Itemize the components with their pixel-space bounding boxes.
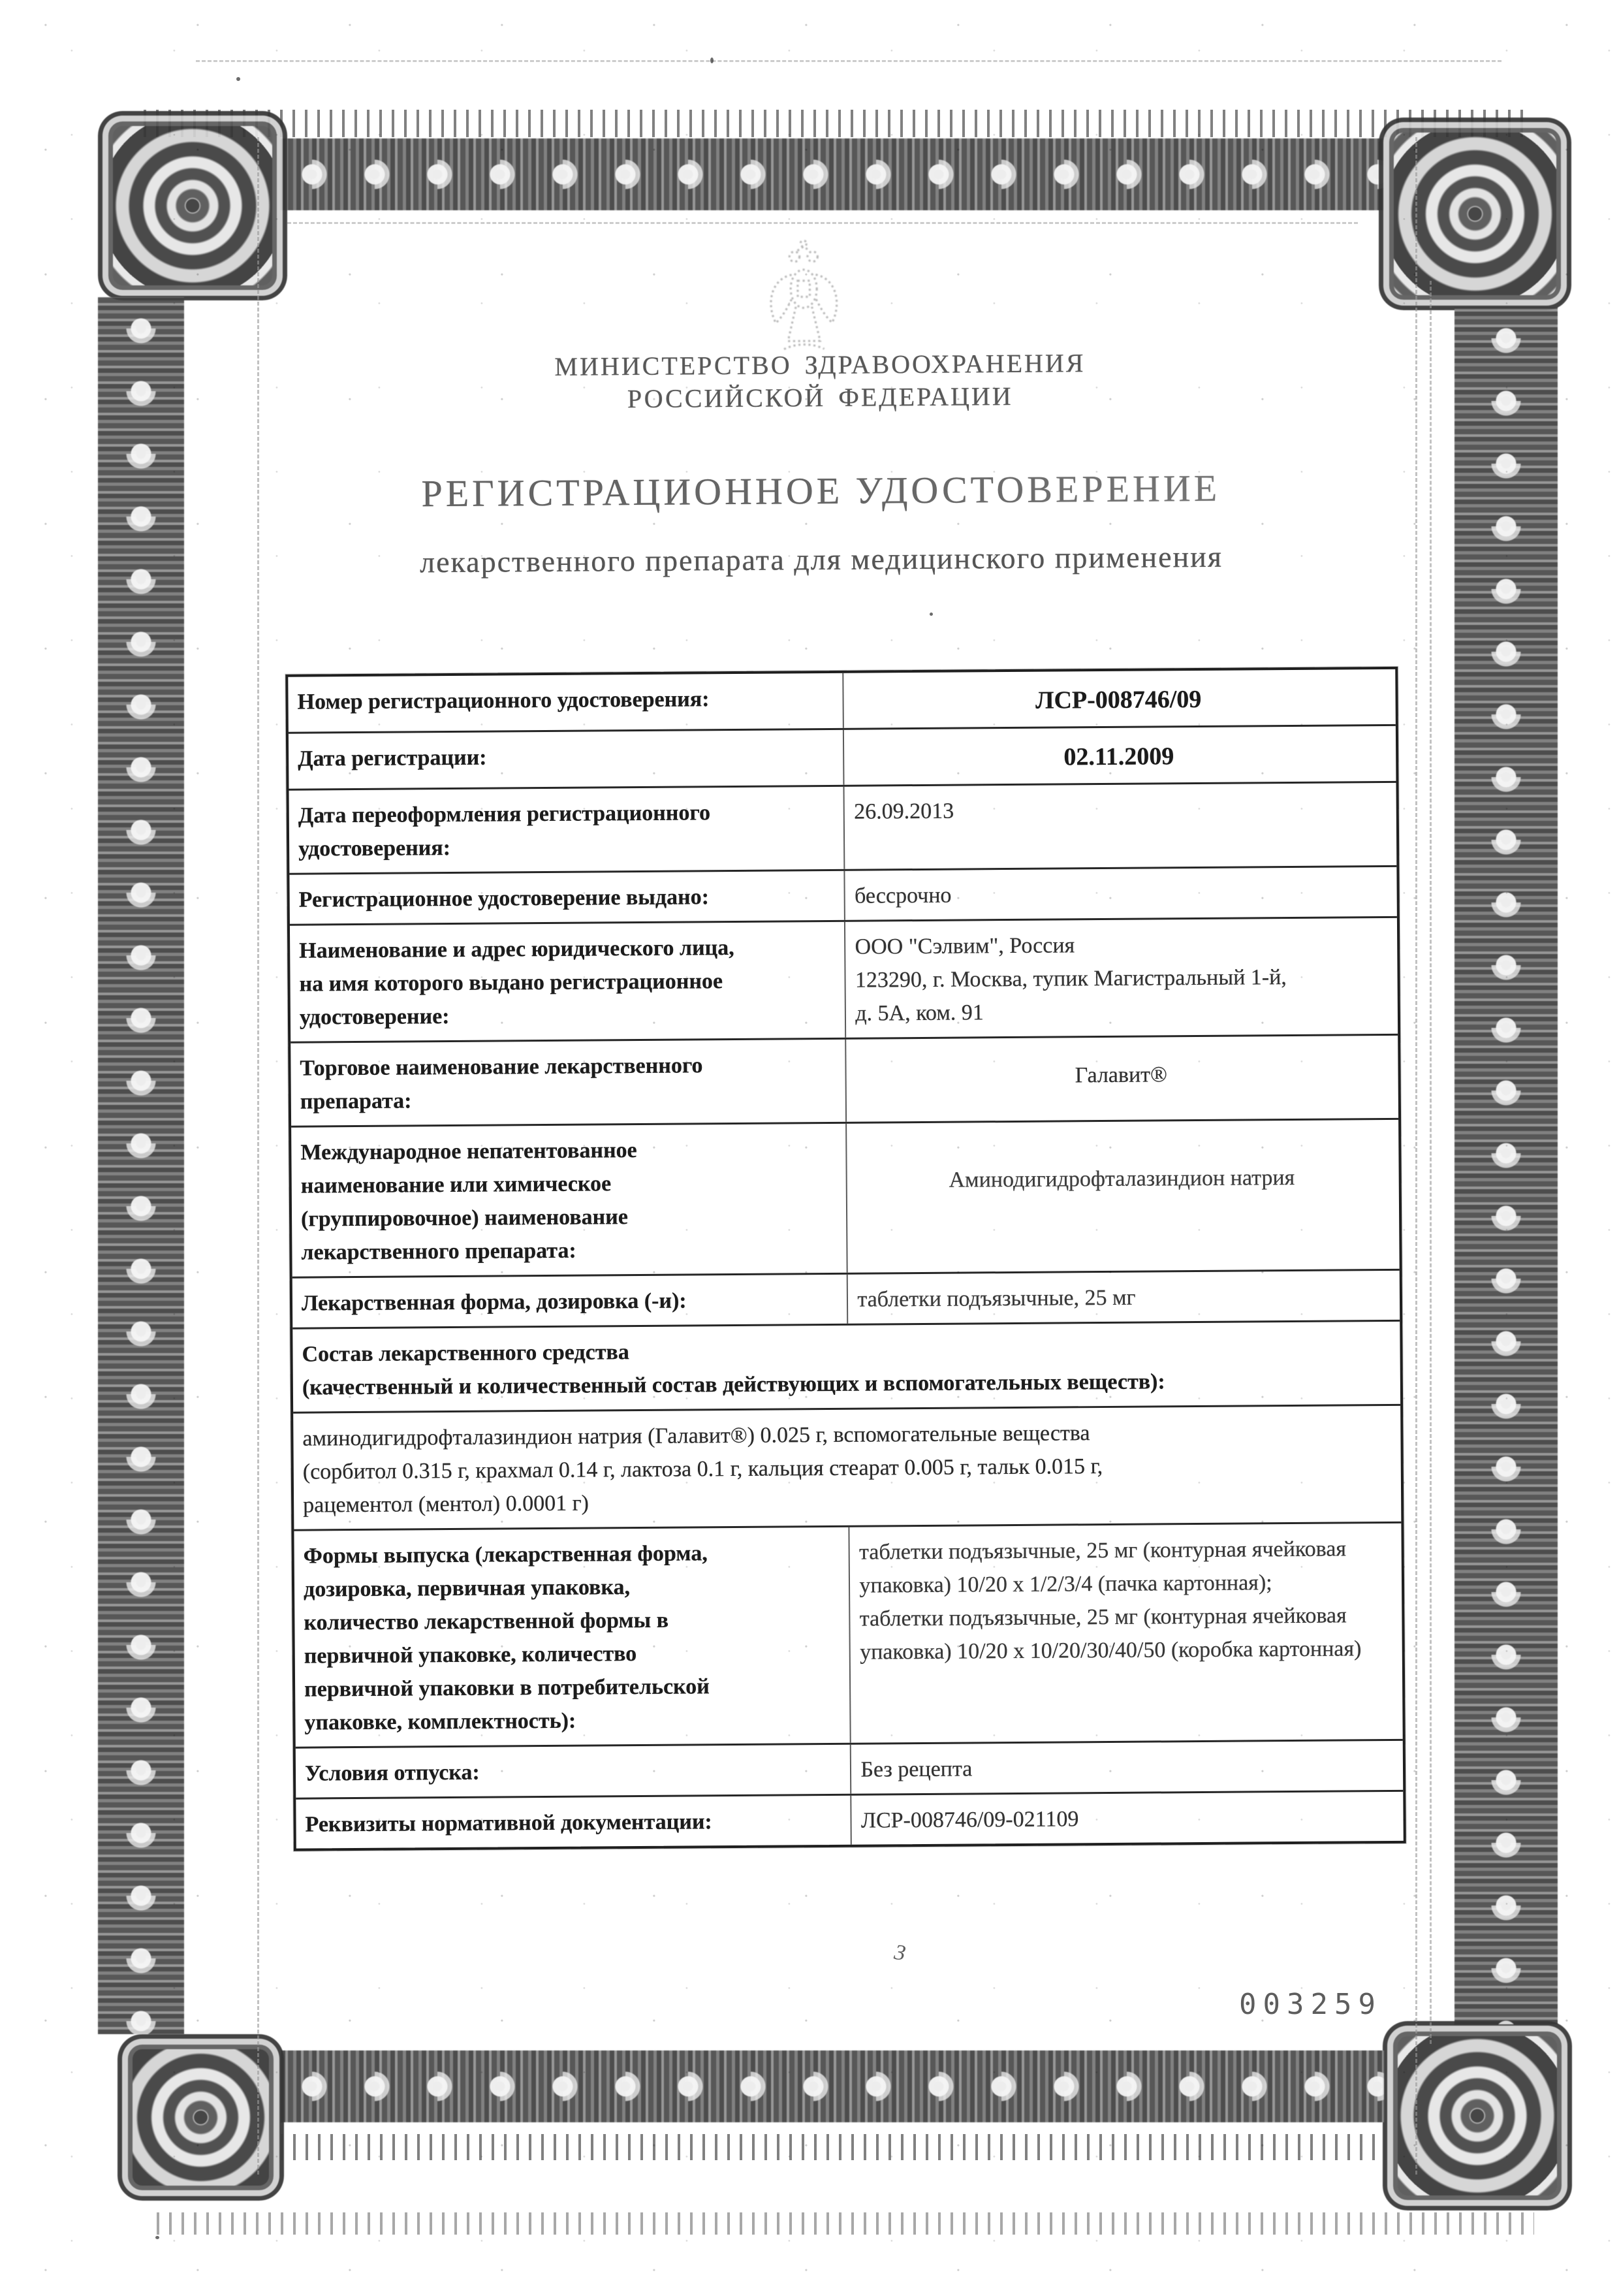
- row-value: ООО "Сэлвим", Россия 123290, г. Москва, тупик Магистральный 1-й, д. 5А, ком. 91: [855, 933, 1287, 1026]
- row-label: Формы выпуска (лекарственная форма, дозировка, первичная упаковка, количество лекарственной формы в первичной упаковке, количество первичной упаковки в потребительской упаковке, комплектность):: [294, 1527, 851, 1747]
- table-row: [288, 669, 1396, 732]
- row-value: ЛСР-008746/09-021109: [860, 1807, 1079, 1833]
- table-row: [296, 1790, 1404, 1849]
- row-label: Условия отпуска:: [296, 1745, 852, 1798]
- table-row: [292, 1269, 1400, 1328]
- table-row: [296, 1739, 1404, 1798]
- row-label: Наименование и адрес юридического лица, на имя которого выдано регистрационное удостоверение:: [290, 922, 847, 1042]
- document-title: РЕГИСТРАЦИОННОЕ УДОСТОВЕРЕНИЕ: [282, 465, 1359, 517]
- row-text: Состав лекарственного средства (качественный и количественный состав действующих и вспомогательных веществ):: [302, 1340, 1165, 1400]
- ministry-line1: МИНИСТЕРСТВО ЗДРАВООХРАНЕНИЯ: [554, 348, 1086, 381]
- table-row: [292, 1320, 1400, 1412]
- coat-of-arms-icon: [753, 236, 855, 368]
- row-label: Регистрационное удостоверение выдано:: [289, 871, 845, 924]
- row-label: Дата переоформления регистрационного удостоверения:: [289, 787, 845, 873]
- row-value: Без рецепта: [860, 1757, 973, 1782]
- row-value: таблетки подъязычные, 25 мг: [857, 1285, 1136, 1312]
- ministry-line2: РОССИЙСКОЙ ФЕДЕРАЦИИ: [627, 381, 1013, 414]
- table-row: [289, 865, 1397, 924]
- table-row: [290, 916, 1398, 1042]
- row-label: Лекарственная форма, дозировка (-и):: [292, 1275, 849, 1328]
- row-label: Реквизиты нормативной документации:: [296, 1796, 852, 1849]
- row-value: Аминодигидрофталазиндион натрия: [949, 1165, 1295, 1192]
- row-value: бессрочно: [854, 883, 952, 908]
- row-value: 26.09.2013: [854, 799, 954, 824]
- table-row: [291, 1118, 1400, 1277]
- row-label: Торговое наименование лекарственного препарата:: [291, 1040, 847, 1126]
- table-row: [291, 1034, 1398, 1126]
- ministry-header: [281, 345, 1359, 418]
- row-label: Международное непатентованное наименование или химическое (группировочное) наименование лекарственного препарата:: [291, 1124, 848, 1277]
- row-value: 02.11.2009: [1063, 742, 1174, 771]
- table-rows: [288, 669, 1403, 1849]
- row-label: Дата регистрации:: [289, 730, 845, 789]
- row-value: ЛСР-008746/09: [1035, 685, 1202, 714]
- row-text: аминодигидрофталазиндион натрия (Галавит®) 0.025 г, вспомогательные вещества (сорбитол 0.315 г, крахмал 0.14 г, лактоза 0.1 г, кальция стеарат 0.005 г, тальк 0.015 г, рацементол (ментол) 0.0001 г): [302, 1421, 1103, 1518]
- table-row: [293, 1404, 1401, 1529]
- row-value: Галавит®: [1075, 1062, 1168, 1088]
- stray-ink-mark: 3: [892, 1939, 907, 1966]
- table-row: [289, 724, 1396, 789]
- table-row: [289, 781, 1396, 873]
- table-row: [294, 1522, 1402, 1747]
- serial-number: 003259: [1239, 1988, 1382, 2021]
- registration-table: [285, 667, 1406, 1851]
- row-label: Номер регистрационного удостоверения:: [288, 673, 844, 732]
- document-subtitle: лекарственного препарата для медицинского применения: [283, 538, 1360, 581]
- row-value: таблетки подъязычные, 25 мг (контурная ячейковая упаковка) 10/20 х 1/2/3/4 (пачка картонная); таблетки подъязычные, 25 мг (контурная ячейковая упаковка) 10/20 х 10/20/30/40/50 (коробка картонная): [858, 1537, 1362, 1665]
